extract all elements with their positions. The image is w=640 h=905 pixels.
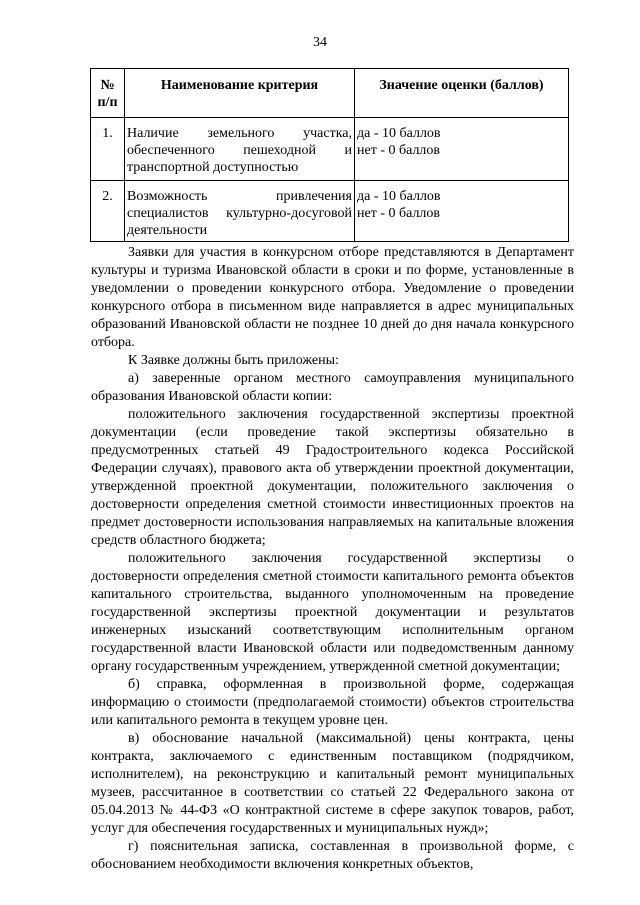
paragraph: а) заверенные органом местного самоуправления муниципального образования Ивановской области копии: xyxy=(91,371,574,404)
paragraph: г) пояснительная записка, составленная в произвольной форме, с обоснованием необходимости включения конкретных объектов, xyxy=(91,839,574,872)
criteria-table xyxy=(90,68,569,242)
row-score xyxy=(355,181,569,242)
table-row xyxy=(91,118,569,181)
paragraph: в) обоснование начальной (максимальной) цены контракта, цены контракта, заключаемого с единственным поставщиком (подрядчиком, исполнителем), на реконструкцию и капитальный ремонт муниципальных музеев, рассчитанное в соответствии со статьей 22 Федерального закона от 05.04.2013 № 44-ФЗ «О контрактной системе в сфере закупок товаров, работ, услуг для обеспечения государственных и муниципальных нужд»; xyxy=(91,731,574,836)
header-score: Значение оценки (баллов) xyxy=(355,69,569,118)
row-criterion: Возможность привлечения специалистов культурно-досуговой деятельности xyxy=(125,181,355,242)
row-criterion: Наличие земельного участка, обеспеченного пешеходной и транспортной доступностью xyxy=(125,118,355,181)
row-number: 1. xyxy=(91,118,125,181)
paragraph: Заявки для участия в конкурсном отборе представляются в Департамент культуры и туризма Ивановской области в сроки и по форме, установленные в уведомлении о проведении конкурсного отбора. Уведомление о проведении конкурсного отбора в письменном виде направляется в адрес муниципальных образований Ивановской области не позднее 10 дней до дня начала конкурсного отбора. xyxy=(91,245,574,350)
paragraph: положительного заключения государственной экспертизы о достоверности определения сметной стоимости капитального ремонта объектов капитального строительства, выданного уполномоченным на проведение государственной экспертизы проектной документации и результатов инженерных изысканий соответствующим исполнительным органом государственной власти Ивановской области или подведомственным данному органу государственным учреждением, утвержденной сметной документации; xyxy=(91,551,574,674)
page-number: 34 xyxy=(313,35,327,50)
paragraph: б) справка, оформленная в произвольной форме, содержащая информацию о стоимости (предполагаемой стоимости) объектов строительства или капитального ремонта в текущем уровне цен. xyxy=(91,677,574,728)
table-row xyxy=(91,181,569,242)
paragraph: положительного заключения государственной экспертизы проектной документации (если проведение такой экспертизы обязательно в предусмотренных статьей 49 Градостроительного кодекса Российской Федерации случаях), правового акта об утверждении проектной документации, утвержденной проектной документации, положительного заключения о достоверности определения сметной стоимости инвестиционных проектов на предмет достоверности использования направляемых на капитальные вложения средств областного бюджета; xyxy=(91,407,574,548)
score-no: нет - 0 баллов xyxy=(357,143,441,158)
score-no: нет - 0 баллов xyxy=(357,206,441,221)
document-body xyxy=(91,244,574,874)
header-criterion: Наименование критерия xyxy=(125,69,355,118)
paragraph: К Заявке должны быть приложены: xyxy=(128,353,339,368)
header-number: № п/п xyxy=(91,69,125,118)
table-header-row xyxy=(91,69,569,118)
score-yes: да - 10 баллов xyxy=(357,126,441,141)
row-score xyxy=(355,118,569,181)
row-number: 2. xyxy=(91,181,125,242)
score-yes: да - 10 баллов xyxy=(357,189,441,204)
